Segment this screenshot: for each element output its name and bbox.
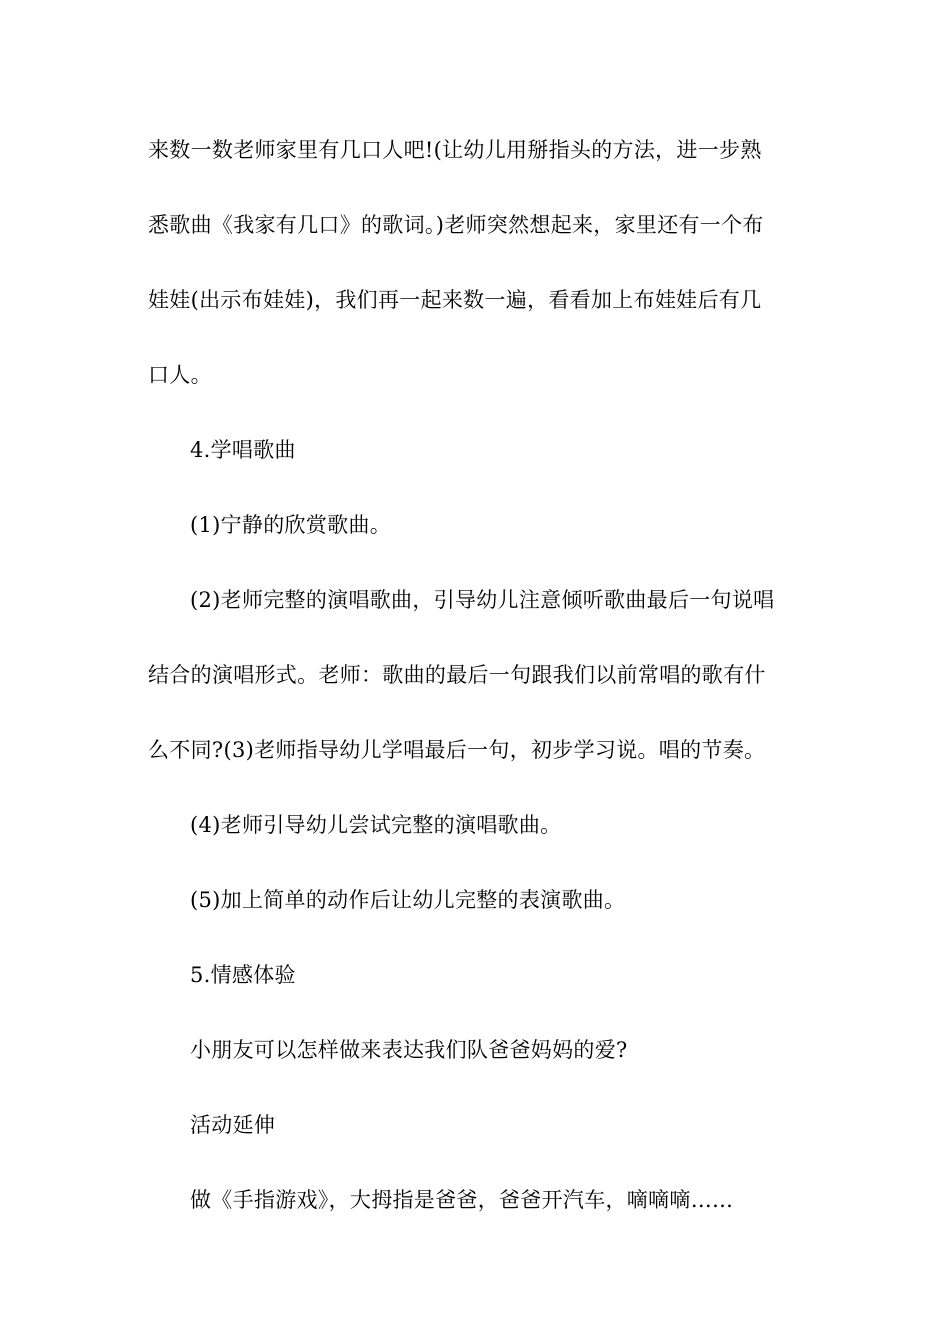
- step-1-line: (1)宁静的欣赏歌曲。: [190, 513, 392, 537]
- paragraph-line-1: 来数一数老师家里有几口人吧!(让幼儿用掰指头的方法，进一步熟: [148, 138, 762, 162]
- paragraph-line-2: 悉歌曲《我家有几口》的歌词。)老师突然想起来，家里还有一个布: [148, 213, 764, 237]
- step-2-line-2: 结合的演唱形式。老师：歌曲的最后一句跟我们以前常唱的歌有什: [148, 663, 766, 687]
- emotion-question-line: 小朋友可以怎样做来表达我们队爸爸妈妈的爱?: [190, 1038, 628, 1062]
- section-heading-learn-song: 4.学唱歌曲: [190, 438, 296, 462]
- section-heading-emotion: 5.情感体验: [190, 963, 296, 987]
- paragraph-line-4: 口人。: [148, 363, 212, 387]
- step-5-line: (5)加上简单的动作后让幼儿完整的表演歌曲。: [190, 888, 626, 912]
- step-2-line-1: (2)老师完整的演唱歌曲，引导幼儿注意倾听歌曲最后一句说唱: [190, 588, 775, 612]
- step-4-line: (4)老师引导幼儿尝试完整的演唱歌曲。: [190, 813, 562, 837]
- paragraph-line-3: 娃娃(出示布娃娃)，我们再一起来数一遍，看看加上布娃娃后有几: [148, 288, 762, 312]
- section-heading-extension: 活动延伸: [190, 1113, 276, 1137]
- extension-line: 做《手指游戏》，大拇指是爸爸，爸爸开汽车，嘀嘀嘀……: [190, 1188, 734, 1212]
- step-2-line-3: 么不同?(3)老师指导幼儿学唱最后一句，初步学习说。唱的节奏。: [148, 738, 766, 762]
